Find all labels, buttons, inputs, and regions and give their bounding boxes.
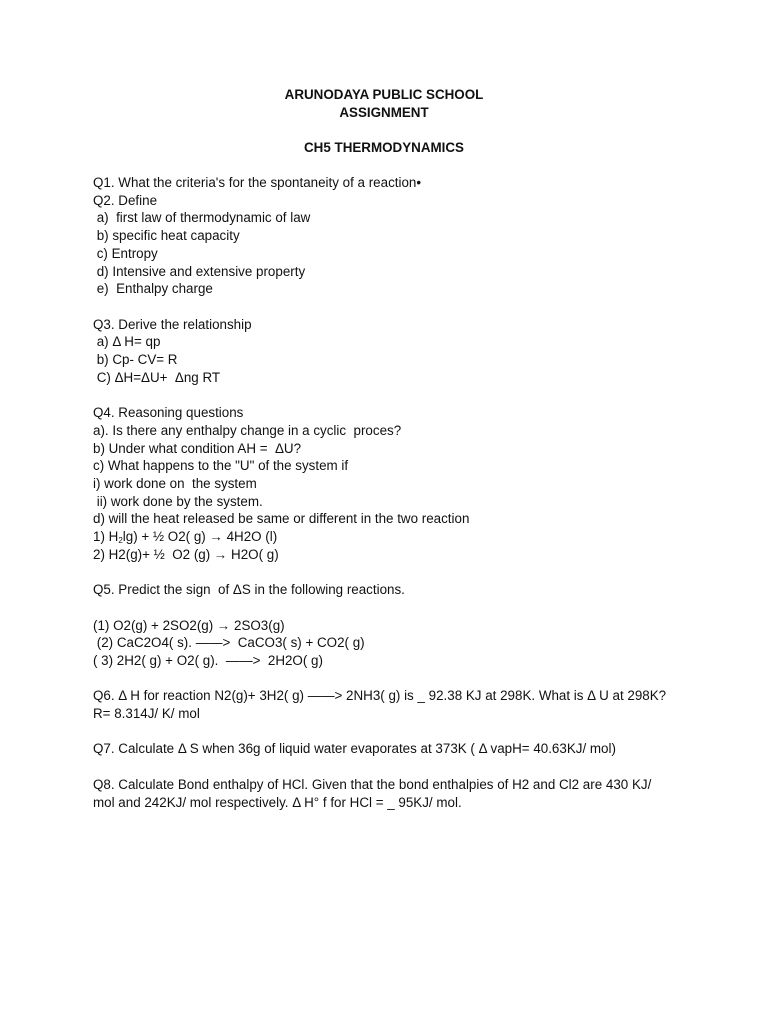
question-1: Q1. What the criteria's for the spontaneity of a reaction• [93,175,422,190]
question-5-title: Q5. Predict the sign of ΔS in the following reactions. [93,582,405,598]
spacer [93,723,673,741]
question-3-title: Q3. Derive the relationship [93,316,252,332]
question-4-equation-1 [93,528,673,546]
document-header [0,86,768,121]
question-2 [93,192,673,298]
question-3-item: C) ΔH=ΔU+ Δng RT [93,369,221,385]
question-4-item: ii) work done by the system. [93,493,263,509]
question-4-item: i) work done on the system [93,475,257,491]
spacer [93,758,673,776]
question-3 [93,316,673,387]
question-4-equation-2: 2) H2(g)+ ½ O2 (g) → H2O( g) [93,546,279,562]
question-4-item: b) Under what condition AH = ΔU? [93,440,302,456]
question-2-title: Q2. Define [93,192,158,208]
spacer [93,599,673,617]
questions-list [93,174,673,811]
spacer [93,670,673,688]
equation-1-prefix: 1) H [93,529,119,545]
equation-1-subscript: 2 [118,536,123,546]
question-7: Q7. Calculate Δ S when 36g of liquid water evaporates at 373K ( Δ vapH= 40.63KJ/ mol) [93,741,616,757]
question-3-item: b) Cp- CV= R [93,352,178,368]
question-2-item: d) Intensive and extensive property [93,263,306,279]
question-2-item: a) first law of thermodynamic of law [93,210,311,226]
question-8: Q8. Calculate Bond enthalpy of HCl. Given that the bond enthalpies of H2 and Cl2 are 430 KJ/ mol and 242KJ/ mol respectively. Δ H° f for HCl = _ 95KJ/ mol. [93,776,652,810]
question-2-item: e) Enthalpy charge [93,281,213,297]
question-4-item: d) will the heat released be same or different in the two reaction [93,511,470,527]
equation-1-rest: lg) + ½ O2( g) → 4H2O (l) [122,529,278,545]
question-4 [93,404,673,563]
question-5-item: (1) O2(g) + 2SO2(g) → 2SO3(g) [93,617,285,633]
question-3-item: a) Δ H= qp [93,334,161,350]
document-type: ASSIGNMENT [339,104,429,120]
school-name: ARUNODAYA PUBLIC SCHOOL [284,87,484,102]
question-4-item: c) What happens to the "U" of the system if [93,458,349,474]
question-4-item: a). Is there any enthalpy change in a cyclic proces? [93,422,402,438]
chapter-title: CH5 THERMODYNAMICS [304,140,464,155]
question-6: Q6. Δ H for reaction N2(g)+ 3H2( g) ——> 2NH3( g) is _ 92.38 KJ at 298K. What is Δ U at 298K? R= 8.314J/ K/ mol [93,688,667,722]
question-2-item: c) Entropy [93,245,158,261]
spacer [93,563,673,581]
spacer [93,386,673,404]
question-5 [93,581,673,670]
question-2-item: b) specific heat capacity [93,228,240,244]
question-5-item: (2) CaC2O4( s). ——> CaCO3( s) + CO2( g) [93,635,365,651]
question-4-title: Q4. Reasoning questions [93,405,244,421]
question-5-item: ( 3) 2H2( g) + O2( g). ——> 2H2O( g) [93,652,323,668]
spacer [93,298,673,316]
